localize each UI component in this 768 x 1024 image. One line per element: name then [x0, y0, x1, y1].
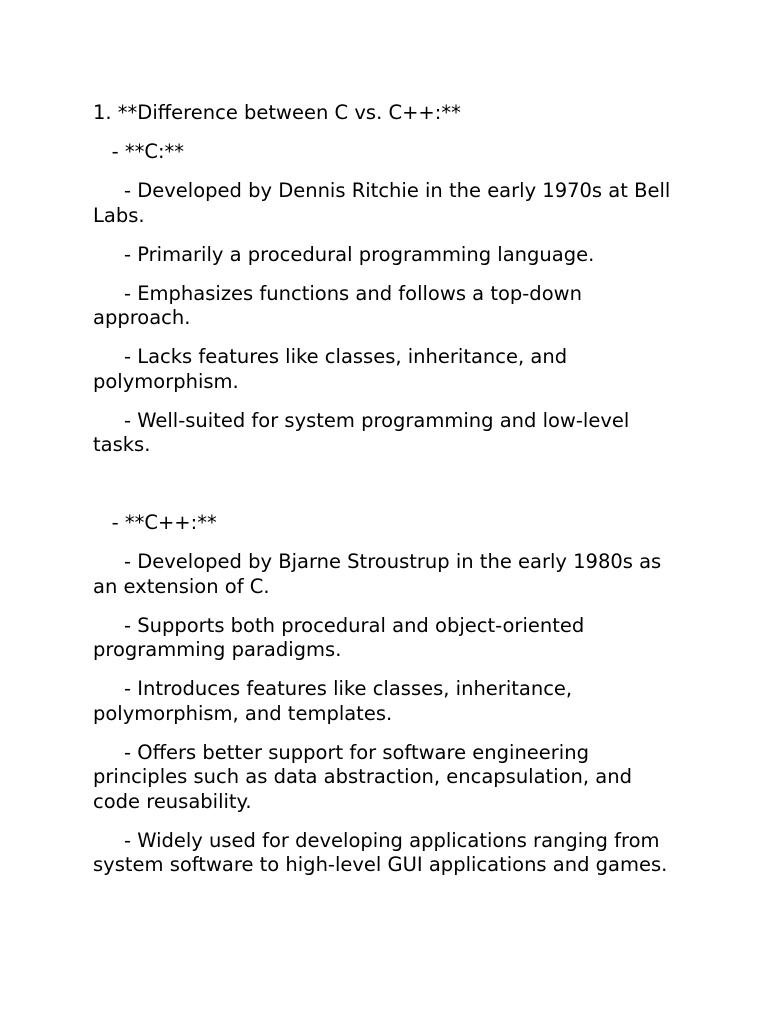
c-item-3: - Emphasizes functions and follows a top-down approach. [93, 281, 589, 329]
cpp-item-2: - Supports both procedural and object-oriented programming paradigms. [93, 613, 591, 661]
document-page [93, 101, 683, 892]
c-item-1: - Developed by Dennis Ritchie in the early 1970s at Bell Labs. [93, 179, 677, 227]
c-item-5: - Well-suited for system programming and low-level tasks. [93, 408, 636, 456]
section-c-label: - **C:** [93, 140, 185, 163]
section-cpp-label: - **C++:** [93, 511, 217, 534]
cpp-item-4: - Offers better support for software engineering principles such as data abstraction, encapsulation, and code reusability. [93, 740, 639, 813]
c-item-2: - Primarily a procedural programming language. [93, 242, 595, 266]
document-heading: 1. **Difference between C vs. C++:** [93, 101, 461, 124]
cpp-item-1: - Developed by Bjarne Stroustrup in the early 1980s as an extension of C. [93, 550, 668, 598]
section-spacer [93, 472, 683, 511]
cpp-item-3: - Introduces features like classes, inheritance, polymorphism, and templates. [93, 677, 579, 725]
cpp-item-5: - Widely used for developing applications ranging from system software to high-level GUI applications and games. [93, 828, 668, 876]
c-item-4: - Lacks features like classes, inheritance, and polymorphism. [93, 345, 574, 393]
